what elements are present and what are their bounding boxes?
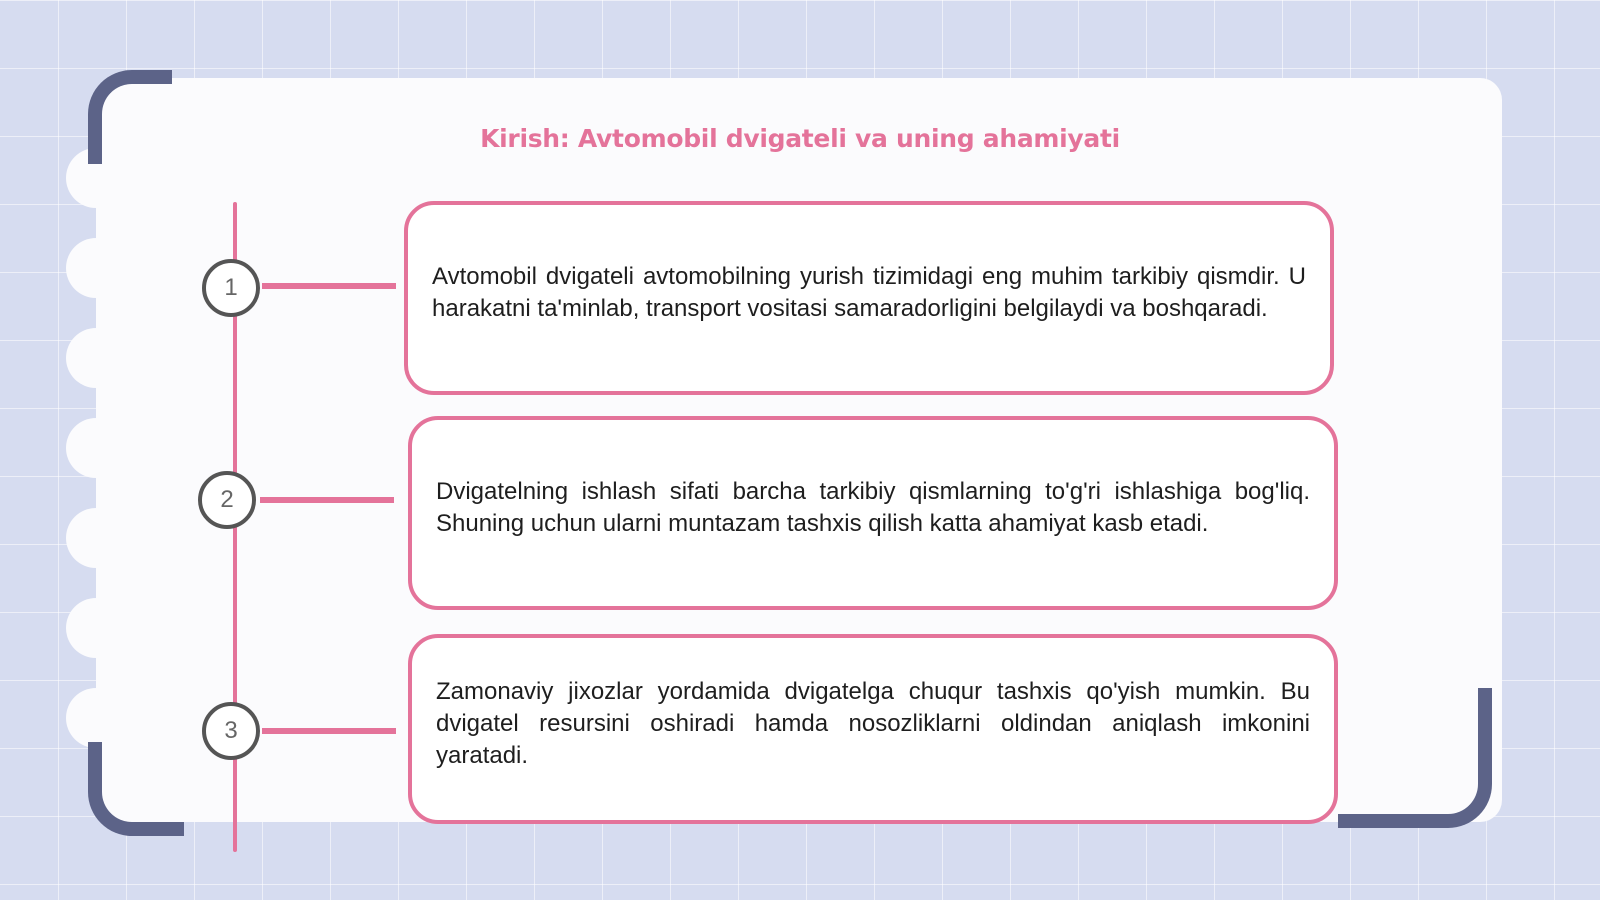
step-number-2: 2: [198, 471, 256, 529]
step-text: Zamonaviy jixozlar yordamida dvigatelga chuqur tashxis qo'yish mumkin. Bu dvigatel resursini oshiradi hamda nosozliklarni oldindan aniqlash imkonini yaratadi.: [436, 678, 1310, 769]
corner-bracket-bottom-left: [88, 742, 184, 836]
scallop-edge: [66, 418, 126, 478]
step-text: Dvigatelning ishlash sifati barcha tarkibiy qismlarning to'g'ri ishlashiga bog'liq. Shuning uchun ularni muntazam tashxis qilish katta ahamiyat kasb etadi.: [436, 478, 1310, 537]
step-number-1: 1: [202, 259, 260, 317]
step-text: Avtomobil dvigateli avtomobilning yurish tizimidagi eng muhim tarkibiy qismdir. U harakatni ta'minlab, transport vositasi samaradorligini belgilaydi va boshqaradi.: [432, 263, 1306, 322]
step-connector: [262, 283, 396, 289]
step-connector: [260, 497, 394, 503]
scallop-edge: [66, 598, 126, 658]
scallop-edge: [66, 238, 126, 298]
scallop-edge: [66, 688, 126, 748]
step-card-3: [408, 634, 1338, 824]
corner-bracket-top-left: [88, 70, 172, 164]
scallop-edge: [66, 328, 126, 388]
step-connector: [262, 728, 396, 734]
corner-bracket-bottom-right: [1338, 688, 1492, 828]
step-card-2: [408, 416, 1338, 610]
step-card-1: [404, 201, 1334, 395]
scallop-edge: [66, 508, 126, 568]
slide-title: Kirish: Avtomobil dvigateli va uning ahamiyati: [480, 124, 1120, 153]
step-number-3: 3: [202, 702, 260, 760]
